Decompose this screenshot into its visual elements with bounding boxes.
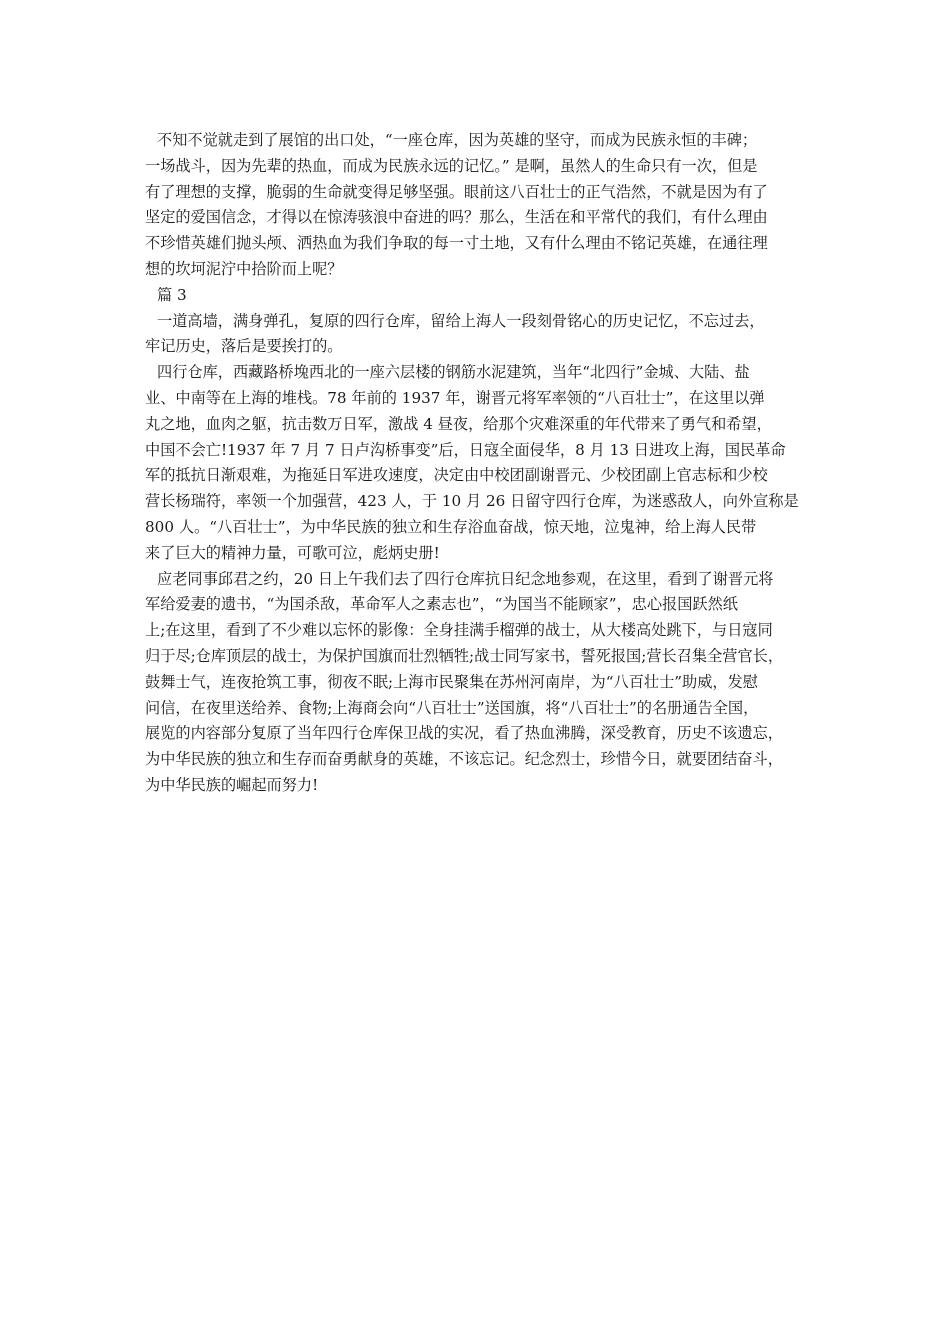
text-line: 为中华民族的崛起而努力! — [145, 775, 319, 794]
text-line: 有了理想的支撑，脆弱的生命就变得足够坚强。眼前这八百壮士的正气浩然，不就是因为有了 — [145, 182, 768, 201]
text-line: 坚定的爱国信念，才得以在惊涛骇浪中奋进的吗？那么，生活在和平常代的我们，有什么理由 — [145, 208, 768, 227]
document-body — [145, 128, 835, 799]
paragraph-history — [145, 360, 835, 566]
section-heading — [145, 283, 835, 309]
section-heading-text: 篇 3 — [157, 285, 187, 304]
text-line: 军的抵抗日渐艰难，为拖延日军进攻速度，决定由中校团副谢晋元、少校团副上官志标和少校 — [145, 466, 768, 485]
text-line: 上;在这里，看到了不少难以忘怀的影像：全身挂满手榴弹的战士，从大楼高处跳下，与日寇同 — [145, 621, 773, 640]
text-line: 业、中南等在上海的堆栈。78 年前的 1937 年，谢晋元将军率领的“八百壮士”，在这里以弹 — [145, 388, 765, 407]
text-line: 中国不会亡!1937 年 7 月 7 日卢沟桥事变”后，日寇全面侵华，8 月 13 日进攻上海，国民革命 — [145, 440, 786, 459]
text-line: 展览的内容部分复原了当年四行仓库保卫战的实况，看了热血沸腾，深受教育，历史不该遗忘， — [145, 724, 783, 743]
text-line: 应老同事邱君之约，20 日上午我们去了四行仓库抗日纪念地参观，在这里，看到了谢晋元将 — [157, 569, 774, 588]
text-line: 不珍惜英雄们抛头颅、洒热血为我们争取的每一寸土地，又有什么理由不铭记英雄，在通往理 — [145, 234, 768, 253]
text-line: 营长杨瑞符，率领一个加强营，423 人，于 10 月 26 日留守四行仓库，为迷惑敌人，向外宣称是 — [145, 492, 799, 511]
text-line: 四行仓库，西藏路桥堍西北的一座六层楼的钢筋水泥建筑，当年“北四行”金城、大陆、盐 — [157, 363, 750, 382]
text-line: 不知不觉就走到了展馆的出口处，“一座仓库，因为英雄的坚守，而成为民族永恒的丰碑； — [157, 131, 758, 149]
text-line: 一道高墙，满身弹孔，复原的四行仓库，留给上海人一段刻骨铭心的历史记忆，不忘过去， — [157, 311, 765, 330]
text-line: 归于尽;仓库顶层的战士，为保护国旗而壮烈牺牲;战士同写家书，誓死报国;营长召集全营官长， — [145, 646, 784, 665]
paragraph-exhibition-exit — [145, 128, 835, 283]
text-line: 问信，在夜里送给养、食物;上海商会向“八百壮士”送国旗，将“八百壮士”的名册通告全国， — [145, 698, 759, 717]
text-line: 想的坎坷泥泞中拾阶而上呢？ — [145, 259, 343, 278]
text-line: 鼓舞士气，连夜抢筑工事，彻夜不眠;上海市民聚集在苏州河南岸，为“八百壮士”助威，发慰 — [145, 672, 758, 691]
text-line: 牢记历史，落后是要挨打的。 — [145, 337, 343, 356]
paragraph-visit — [145, 567, 835, 799]
text-line: 丸之地，血肉之躯，抗击数万日军，激战 4 昼夜，给那个灾难深重的年代带来了勇气和希望， — [145, 414, 772, 433]
text-line: 为中华民族的独立和生存而奋勇献身的英雄，不该忘记。纪念烈士，珍惜今日，就要团结奋斗， — [145, 750, 783, 769]
text-line: 一场战斗，因为先辈的热血，而成为民族永远的记忆。” 是啊，虽然人的生命只有一次，但是 — [145, 156, 758, 175]
text-line: 800 人。“八百壮士”，为中华民族的独立和生存浴血奋战，惊天地，泣鬼神，给上海人民带 — [145, 517, 757, 536]
text-line: 来了巨大的精神力量，可歌可泣，彪炳史册! — [145, 543, 440, 562]
paragraph-intro — [145, 309, 835, 361]
text-line: 军给爱妻的遗书，“为国杀敌，革命军人之素志也”，“为国当不能顾家”，忠心报国跃然纸 — [145, 595, 738, 614]
